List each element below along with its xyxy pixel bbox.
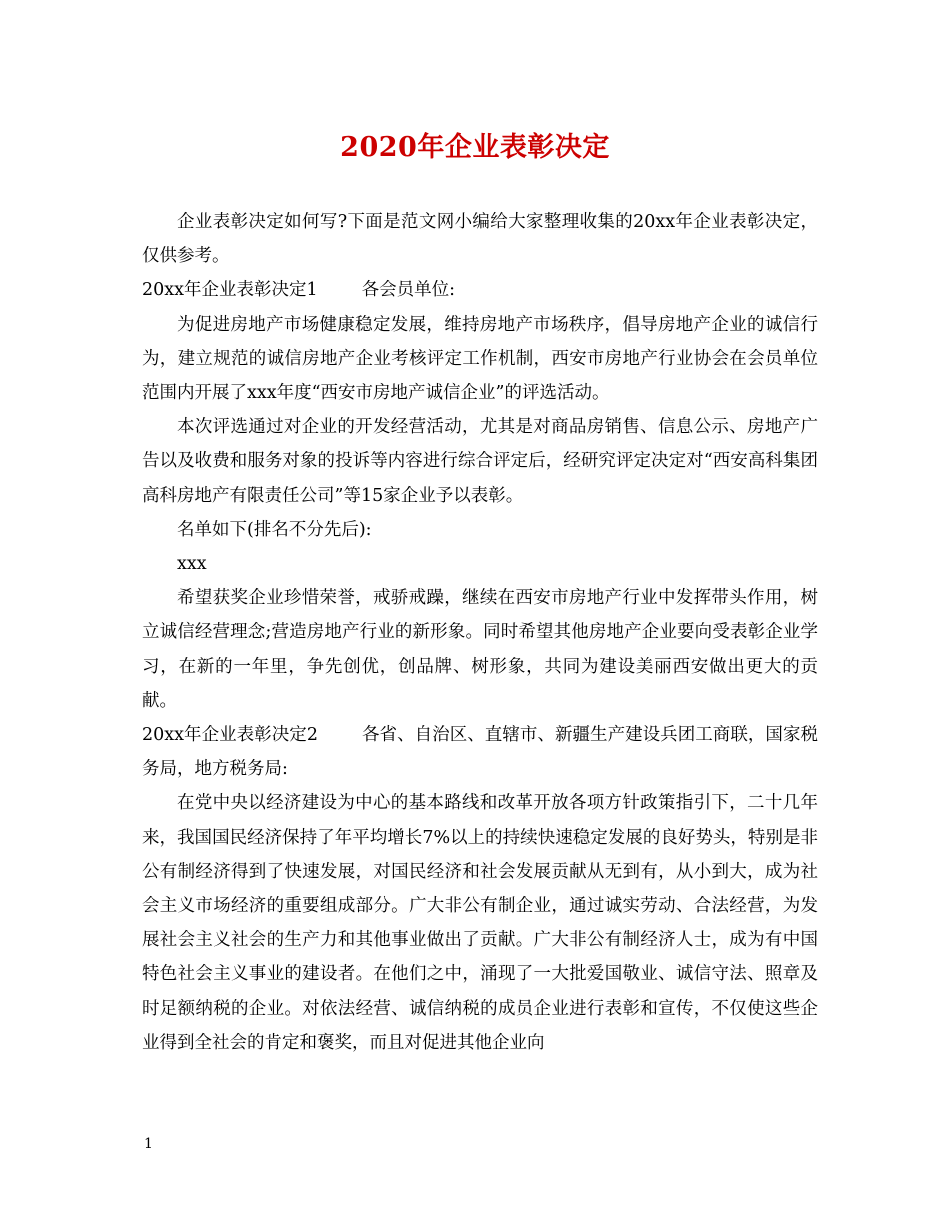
intro-paragraph: 企业表彰决定如何写?下面是范文网小编给大家整理收集的20xx年企业表彰决定，仅供参考。: [142, 212, 818, 267]
section1-heading-line: [142, 273, 818, 307]
document-title: 2020年企业表彰决定: [340, 132, 610, 163]
section2-paragraph1: 在党中央以经济建设为中心的基本路线和改革开放各项方针政策指引下，二十几年来，我国国民经济保持了年平均增长7%以上的持续快速稳定发展的良好势头，特别是非公有制经济得到了快速发展，对国民经济和社会发展贡献从无到有，从小到大，成为社会主义市场经济的重要组成部分。广大非公有制企业，通过诚实劳动、合法经营，为发展社会主义社会的生产力和其他事业做出了贡献。广大非公有制经济人士，成为有中国特色社会主义事业的建设者。在他们之中，涌现了一大批爱国敬业、诚信守法、照章及时足额纳税的企业。对依法经营、诚信纳税的成员企业进行表彰和宣传，不仅使这些企业得到全社会的肯定和褒奖，而且对促进其他企业向: [142, 793, 818, 1053]
document-body: [142, 205, 818, 1060]
section2-addressee: 各省、自治区、直辖市、新疆生产建设兵团工商联，国家税务局，地方税务局:: [142, 725, 819, 780]
list-intro: 名单如下(排名不分先后):: [177, 519, 372, 540]
section1-addressee: 各会员单位:: [361, 280, 456, 301]
section1-heading: 20xx年企业表彰决定1: [142, 280, 318, 301]
section2-heading-line: [142, 718, 818, 786]
section1-paragraph3: 希望获奖企业珍惜荣誉，戒骄戒躁，继续在西安市房地产行业中发挥带头作用，树立诚信经营理念;营造房地产行业的新形象。同时希望其他房地产企业要向受表彰企业学习，在新的一年里，争先创优，创品牌、树形象，共同为建设美丽西安做出更大的贡献。: [142, 588, 818, 711]
section2-heading: 20xx年企业表彰决定2: [142, 725, 318, 746]
page-number: 1: [144, 1136, 153, 1152]
list-item: xxx: [177, 554, 207, 575]
section1-paragraph1: 为促进房地产市场健康稳定发展，维持房地产市场秩序，倡导房地产企业的诚信行为，建立规范的诚信房地产企业考核评定工作机制，西安市房地产行业协会在会员单位范围内开展了xxx年度“西安市房地产诚信企业”的评选活动。: [142, 314, 818, 404]
section1-paragraph2: 本次评选通过对企业的开发经营活动，尤其是对商品房销售、信息公示、房地产广告以及收费和服务对象的投诉等内容进行综合评定后，经研究评定决定对“西安高科集团高科房地产有限责任公司”等15家企业予以表彰。: [142, 417, 818, 506]
